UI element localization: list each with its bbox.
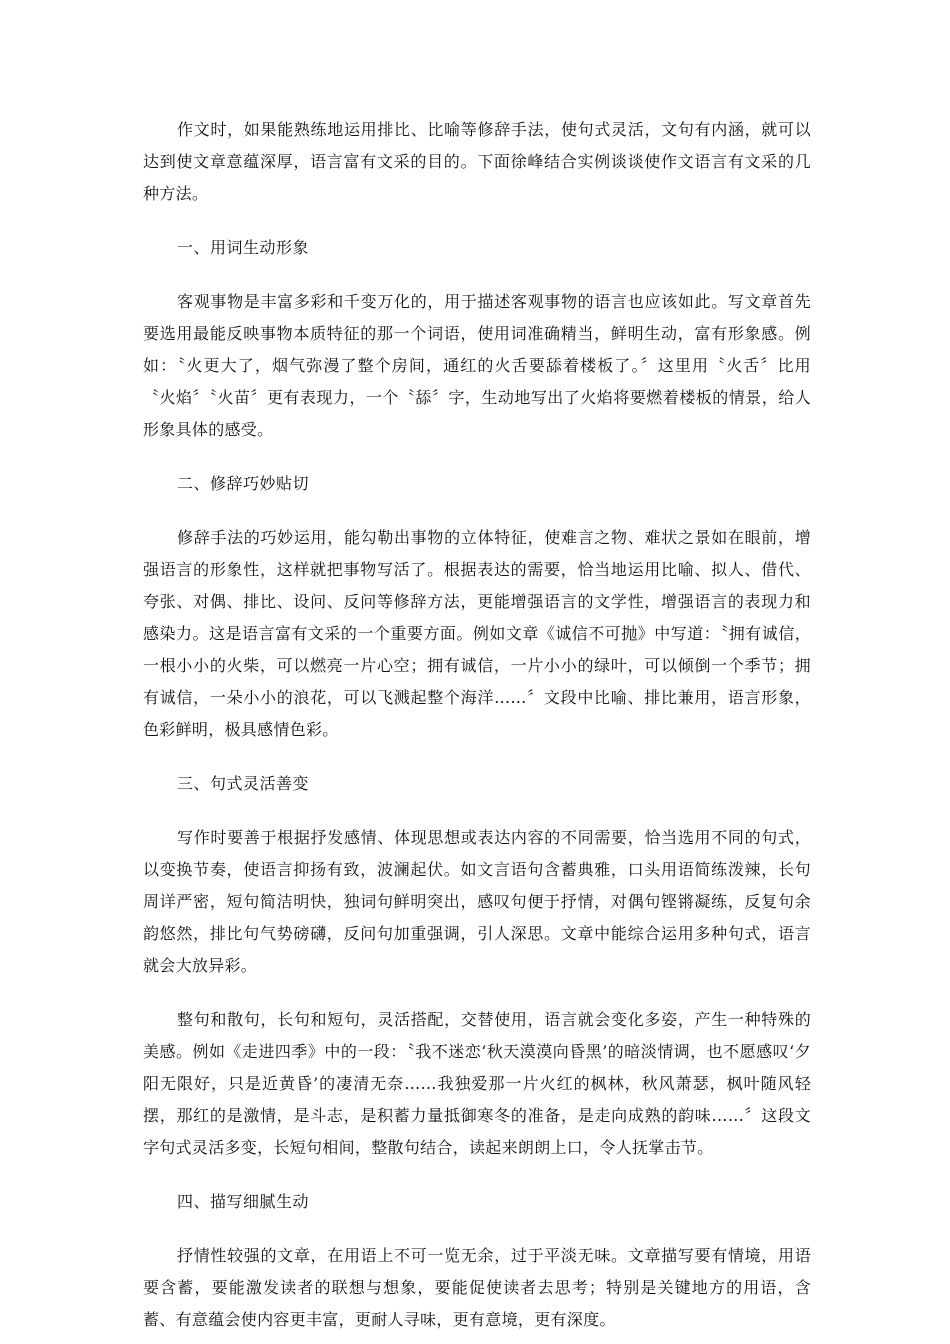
document-body [143,114,811,1336]
section-heading-4: 四、描写细腻生动 [177,1192,310,1211]
section-heading-2: 二、修辞巧妙贴切 [177,474,310,493]
section-heading-3: 三、句式灵活善变 [177,774,310,793]
section-1-paragraph-1: 客观事物是丰富多彩和千变万化的，用于描述客观事物的语言也应该如此。写文章首先要选用最能反映事物本质特征的那一个词语，使用词准确精当，鲜明生动，富有形象感。例如：〝火更大了，烟气弥漫了整个房间，通红的火舌要舔着楼板了。〞这里用〝火舌〞比用〝火焰〞〝火苗〞更有表现力，一个〝舔〞字，生动地写出了火焰将要燃着楼板的情景，给人形象具体的感受。 [143,292,811,439]
intro-paragraph: 作文时，如果能熟练地运用排比、比喻等修辞手法，使句式灵活，文句有内涵，就可以达到使文章意蕴深厚，语言富有文采的目的。下面徐峰结合实例谈谈使作文语言有文采的几种方法。 [143,120,811,203]
section-2-paragraph-1: 修辞手法的巧妙运用，能勾勒出事物的立体特征，使难言之物、难状之景如在眼前，增强语言的形象性，这样就把事物写活了。根据表达的需要，恰当地运用比喻、拟人、借代、夸张、对偶、排比、设问、反问等修辞方法，更能增强语言的文学性，增强语言的表现力和感染力。这是语言富有文采的一个重要方面。例如文章《诚信不可抛》中写道：〝拥有诚信，一根小小的火柴，可以燃亮一片心空；拥有诚信，一片小小的绿叶，可以倾倒一个季节；拥有诚信，一朵小小的浪花，可以飞溅起整个海洋……〞文段中比喻、排比兼用，语言形象，色彩鲜明，极具感情色彩。 [143,528,811,739]
section-heading-1: 一、用词生动形象 [177,238,310,257]
section-4-paragraph-1: 抒情性较强的文章，在用语上不可一览无余，过于平淡无味。文章描写要有情境，用语要含蓄，要能激发读者的联想与想象，要能促使读者去思考；特别是关键地方的用语，含蓄、有意蕴会使内容更丰富，更耐人寻味，更有意境，更有深度。 [143,1246,811,1329]
section-3-paragraph-2: 整句和散句，长句和短句，灵活搭配，交替使用，语言就会变化多姿，产生一种特殊的美感。例如《走进四季》中的一段：〝我不迷恋‘秋天漠漠向昏黑’的暗淡情调，也不愿感叹‘夕阳无限好，只是近黄昏’的凄清无奈……我独爱那一片火红的枫林，秋风萧瑟，枫叶随风轻摆，那红的是激情，是斗志，是积蓄力量抵御寒冬的准备，是走向成熟的韵味……〞这段文字句式灵活多变，长短句相间，整散句结合，读起来朗朗上口，令人抚掌击节。 [143,1010,811,1157]
section-3-paragraph-1: 写作时要善于根据抒发感情、体现思想或表达内容的不同需要，恰当选用不同的句式，以变换节奏，使语言抑扬有致，波澜起伏。如文言语句含蓄典雅，口头用语简练泼辣，长句周详严密，短句简洁明快，独词句鲜明突出，感叹句便于抒情，对偶句铿锵凝练，反复句余韵悠然，排比句气势磅礴，反问句加重强调，引人深思。文章中能综合运用多种句式，语言就会大放异彩。 [143,828,811,975]
